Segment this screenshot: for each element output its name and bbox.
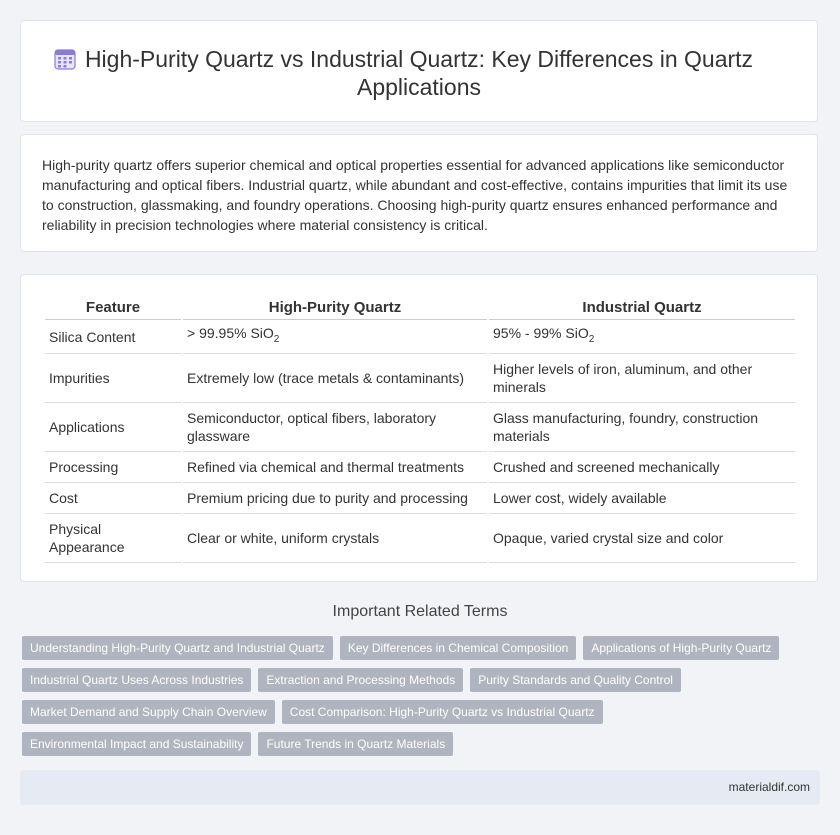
subscript: 2 [588, 333, 595, 345]
cell-high-purity: Refined via chemical and thermal treatments [183, 452, 487, 483]
subscript: 2 [273, 333, 280, 345]
table-row [45, 452, 795, 483]
related-term-tag[interactable]: Key Differences in Chemical Composition [340, 636, 577, 660]
tag-row [22, 668, 822, 692]
cell-feature: Physical Appearance [45, 514, 181, 563]
cell-industrial: Opaque, varied crystal size and color [489, 514, 795, 563]
related-term-tag[interactable]: Extraction and Processing Methods [258, 668, 463, 692]
related-term-tag[interactable]: Market Demand and Supply Chain Overview [22, 700, 275, 724]
table-row [45, 320, 795, 354]
tag-row [22, 636, 822, 660]
cell-text: 95% - 99% SiO [493, 325, 589, 342]
table-row [45, 403, 795, 452]
intro-card [20, 134, 818, 252]
table-row [45, 354, 795, 403]
cell-feature: Impurities [45, 354, 181, 403]
page-title: High-Purity Quartz vs Industrial Quartz: Key Differences in Quartz Applications [84, 46, 754, 100]
header-card [20, 20, 818, 122]
related-term-tag[interactable]: Environmental Impact and Sustainability [22, 732, 251, 756]
cell-industrial: Higher levels of iron, aluminum, and other minerals [489, 354, 795, 403]
footer [20, 770, 820, 805]
cell-high-purity: Extremely low (trace metals & contaminants) [183, 354, 487, 403]
header-high-purity: High-Purity Quartz [183, 295, 487, 320]
cell-feature: Silica Content [45, 320, 181, 354]
cell-industrial: Crushed and screened mechanically [489, 452, 795, 483]
comparison-table [43, 295, 797, 563]
related-term-tag[interactable]: Cost Comparison: High-Purity Quartz vs Industrial Quartz [282, 700, 603, 724]
cell-feature: Applications [45, 403, 181, 452]
cell-high-purity: Semiconductor, optical fibers, laboratory glassware [183, 403, 487, 452]
cell-feature: Processing [45, 452, 181, 483]
table-row [45, 514, 795, 563]
related-term-tag[interactable]: Future Trends in Quartz Materials [258, 732, 453, 756]
related-terms-title: Important Related Terms [332, 603, 508, 620]
comparison-card [20, 274, 818, 582]
header-feature: Feature [45, 295, 181, 320]
cell-industrial: Lower cost, widely available [489, 483, 795, 514]
related-term-tag[interactable]: Purity Standards and Quality Control [470, 668, 681, 692]
cell-high-purity: Clear or white, uniform crystals [183, 514, 487, 563]
related-term-tag[interactable]: Applications of High-Purity Quartz [583, 636, 779, 660]
tag-row [22, 732, 822, 756]
table-header-row [45, 295, 795, 320]
cell-high-purity: Premium pricing due to purity and processing [183, 483, 487, 514]
footer-site-link[interactable]: materialdif.com [728, 780, 810, 794]
related-term-tag[interactable]: Understanding High-Purity Quartz and Industrial Quartz [22, 636, 333, 660]
tag-row [22, 700, 822, 724]
table-row [45, 483, 795, 514]
cell-industrial: Glass manufacturing, foundry, construction materials [489, 403, 795, 452]
header-industrial: Industrial Quartz [489, 295, 795, 320]
intro-paragraph: High-purity quartz offers superior chemical and optical properties essential for advanced applications like semiconductor manufacturing and optical fibers. Industrial quartz, while abundant and cost-effective, contains impurities that limit its use to construction, glassmaking, and foundry operations. Choosing high-purity quartz ensures enhanced performance and reliability in precision technologies where material consistency is critical. [42, 157, 788, 233]
cell-text: > 99.95% SiO [187, 325, 274, 342]
cell-high-purity [183, 320, 487, 354]
related-terms-list [22, 636, 822, 764]
cell-feature: Cost [45, 483, 181, 514]
related-term-tag[interactable]: Industrial Quartz Uses Across Industries [22, 668, 251, 692]
cell-industrial [489, 320, 795, 354]
